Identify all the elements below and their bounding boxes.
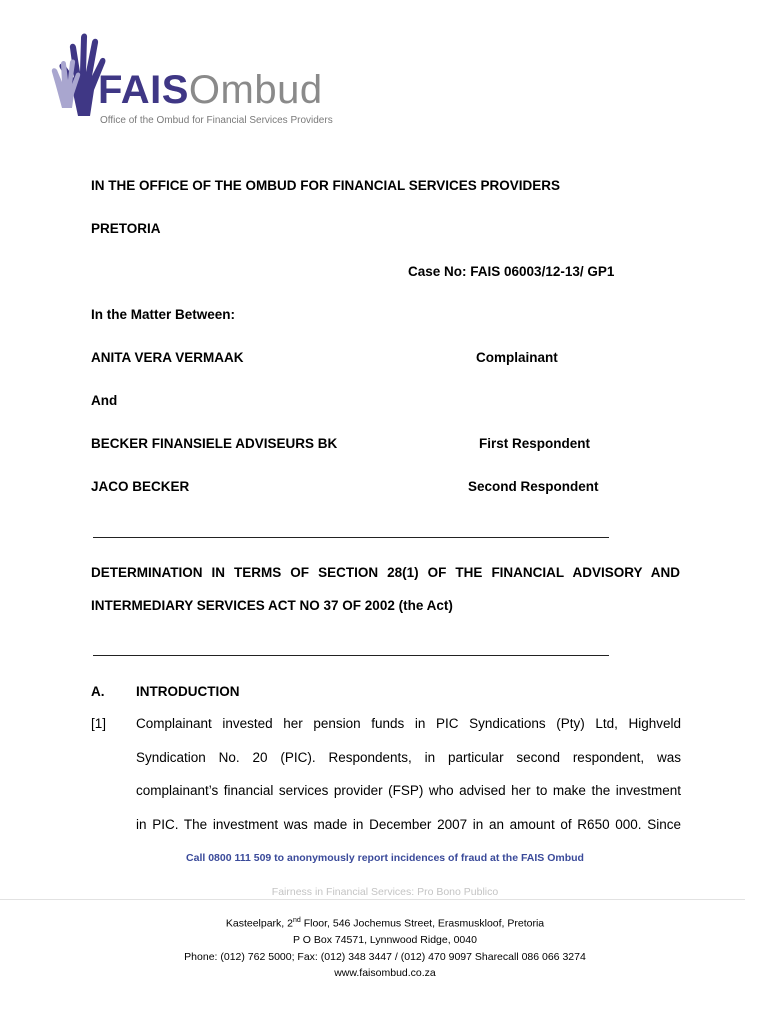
- fraud-hotline: Call 0800 111 509 to anonymously report incidences of fraud at the FAIS Ombud: [186, 852, 584, 864]
- city-heading: PRETORIA: [91, 221, 161, 236]
- paragraph-number: [1]: [91, 716, 107, 731]
- second-respondent-name: JACO BECKER: [91, 479, 190, 494]
- fais-ombud-logo: [50, 28, 350, 132]
- footer-website[interactable]: www.faisombud.co.za: [334, 967, 436, 979]
- office-heading: IN THE OFFICE OF THE OMBUD FOR FINANCIAL SERVICES PROVIDERS: [91, 178, 561, 193]
- first-respondent-role: First Respondent: [479, 436, 591, 451]
- paragraph-line: complainant’s financial services provider (FSP) who advised her to make the investment: [136, 783, 681, 799]
- determination-line-1: DETERMINATION IN TERMS OF SECTION 28(1) OF THE FINANCIAL ADVISORY AND: [91, 565, 680, 580]
- complainant-role: Complainant: [476, 350, 558, 365]
- first-respondent-name: BECKER FINANSIELE ADVISEURS BK: [91, 436, 338, 451]
- logo-wordmark: [98, 70, 323, 110]
- paragraph-line: in PIC. The investment was made in December 2007 in an amount of R650 000. Since: [136, 817, 681, 833]
- logo-ombud-text: Ombud: [188, 68, 323, 112]
- footer-contact: [0, 913, 770, 982]
- section-letter: A.: [91, 684, 105, 699]
- footer-phone: Phone: (012) 762 5000; Fax: (012) 348 3447 / (012) 470 9097 Sharecall 086 066 3274: [184, 950, 586, 963]
- case-number: Case No: FAIS 06003/12-13/ GP1: [408, 264, 615, 279]
- determination-line-2: INTERMEDIARY SERVICES ACT NO 37 OF 2002 (the Act): [91, 598, 453, 613]
- footer-po-box: P O Box 74571, Lynnwood Ridge, 0040: [293, 934, 477, 946]
- and-label: And: [91, 393, 118, 408]
- paragraph-line: Syndication No. 20 (PIC). Respondents, in particular second respondent, was: [136, 749, 681, 765]
- paragraph-line: Complainant invested her pension funds in PIC Syndications (Pty) Ltd, Highveld: [136, 716, 681, 731]
- divider-top: [93, 537, 609, 538]
- section-title: INTRODUCTION: [136, 684, 240, 699]
- matter-label: In the Matter Between:: [91, 307, 236, 322]
- logo-fais-text: FAIS: [98, 68, 189, 112]
- second-respondent-role: Second Respondent: [468, 479, 599, 494]
- paragraph-body: [136, 707, 681, 842]
- logo-tagline: Office of the Ombud for Financial Services Providers: [100, 115, 333, 126]
- footer-divider: [0, 899, 745, 900]
- footer-address: Kasteelpark, 2nd Floor, 546 Jochemus Street, Erasmuskloof, Pretoria: [225, 917, 545, 930]
- complainant-name: ANITA VERA VERMAAK: [91, 350, 244, 365]
- footer-motto: Fairness in Financial Services: Pro Bono Publico: [271, 886, 499, 898]
- divider-bottom: [93, 655, 609, 656]
